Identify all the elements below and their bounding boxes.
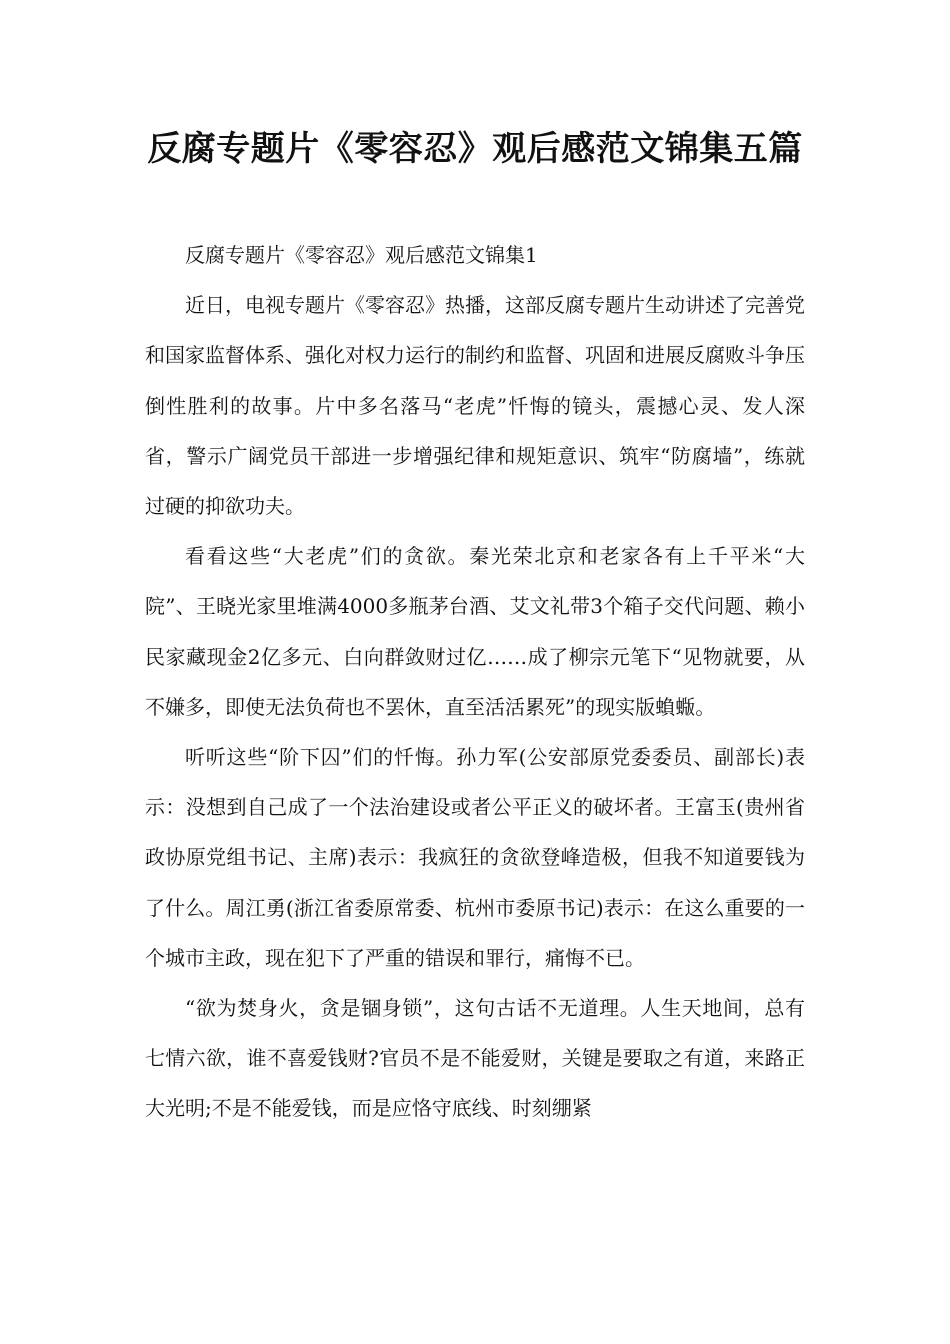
paragraph: 看看这些“大老虎”们的贪欲。秦光荣北京和老家各有上千平米“大院”、王晓光家里堆满4000多瓶茅台酒、艾文礼带3个箱子交代问题、赖小民家藏现金2亿多元、白向群敛财过亿……成了柳宗元笔下“见物就要，从不嫌多，即使无法负荷也不罢休，直至活活累死”的现实版蝜蝂。 — [145, 544, 805, 719]
paragraph: 近日，电视专题片《零容忍》热播，这部反腐专题片生动讲述了完善党和国家监督体系、强化对权力运行的制约和监督、巩固和进展反腐败斗争压倒性胜利的故事。片中多名落马“老虎”忏悔的镜头，震撼心灵、发人深省，警示广阔党员干部进一步增强纪律和规矩意识、筑牢“防腐墙”，练就过硬的抑欲功夫。 — [145, 293, 805, 519]
paragraph: “欲为焚身火，贪是锢身锁”，这句古话不无道理。人生天地间，总有七情六欲，谁不喜爱钱财?官员不是不能爱财，关键是要取之有道，来路正大光明;不是不能爱钱，而是应恪守底线、时刻绷紧 — [145, 996, 805, 1121]
paragraph: 听听这些“阶下囚”们的忏悔。孙力军(公安部原党委委员、副部长)表示：没想到自己成了一个法治建设或者公平正义的破坏者。王富玉(贵州省政协原党组书记、主席)表示：我疯狂的贪欲登峰造极，但我不知道要钱为了什么。周江勇(浙江省委原常委、杭州市委原书记)表示：在这么重要的一个城市主政，现在犯下了严重的错误和罪行，痛悔不已。 — [145, 745, 805, 970]
section-heading: 反腐专题片《零容忍》观后感范文锦集1 — [185, 243, 538, 267]
document-body — [145, 230, 805, 1134]
document-title: 反腐专题片《零容忍》观后感范文锦集五篇 — [147, 129, 803, 169]
